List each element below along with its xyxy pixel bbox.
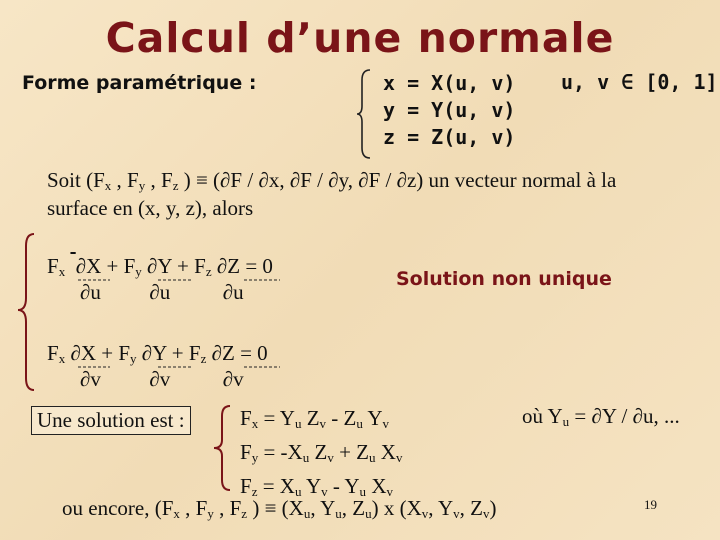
cross-product-formula: ou encore, ($F_x$ , $F_y$ , $F_z$ ) ≡ ($X_u$, $Y_u$, $Z_u$) x ($X_v$, $Y_v$, $Z_v$)	[62, 496, 497, 521]
equation-v-denominators	[80, 367, 244, 392]
solution-brace	[212, 404, 234, 492]
param-eq-y: y = Y(u, v)	[383, 98, 516, 122]
partial-derivative-note: où $Y_u = \partial Y / \partial u$, ...	[522, 404, 680, 429]
solution-components	[240, 404, 402, 506]
equation-v: $F_x$ $\partial X + F_y$ $\partial Y + F_z$ ∂Z = 0	[47, 341, 268, 366]
equation-u-fraction-bars	[76, 278, 286, 282]
parametric-system	[383, 70, 515, 151]
param-eq-x: x = X(u, v)	[383, 71, 516, 95]
slide-title: Calcul d’une normale	[105, 14, 615, 62]
solution-fx: $F_x = Y_u$ $Z_v - Z_u$ $Y_v$	[240, 406, 390, 431]
solution-fz: $F_z = X_u$ $Y_v - Y_u$ $X_v$	[240, 474, 393, 499]
parametric-brace	[356, 68, 374, 160]
une-solution-label: Une solution est :	[31, 406, 191, 435]
parametric-label: Forme paramétrique :	[22, 72, 257, 94]
soit-prefix: Soit (F	[47, 168, 105, 192]
equation-v-fraction-bars	[76, 365, 286, 369]
equation-u: $F_x$ $\partial X + F_y$ $\partial Y + F_z$ ∂Z = 0	[47, 254, 273, 279]
denom-v-3: ∂v	[222, 367, 244, 391]
denom-v-1: ∂v	[80, 367, 101, 391]
solution-non-unique: Solution non unique	[396, 268, 612, 290]
denom-v-2: ∂v	[149, 367, 171, 391]
page-number: 19	[644, 497, 657, 512]
equation-u-denominators	[80, 280, 244, 305]
solution-fy: $F_y = -X_u$ $Z_v + Z_u$ $X_v$	[240, 440, 403, 465]
denom-u-2: ∂u	[149, 280, 171, 304]
normal-vector-definition: Soit ($F_x$ , $F_y$ , $F_z$ ) ≡ (∂F / ∂x, ∂F / ∂y, ∂F / ∂z) un vecteur normal à la	[47, 168, 617, 193]
param-eq-z: z = Z(u, v)	[383, 125, 516, 149]
equations-brace	[16, 232, 38, 392]
soit-suffix: ) ≡ (∂F / ∂x, ∂F / ∂y, ∂F / ∂z) un vecteur normal à la	[183, 168, 617, 192]
parameter-domain: u, v ∈ [0, 1]	[561, 70, 718, 94]
denom-u-3: ∂u	[222, 280, 244, 304]
surface-point-text: surface en (x, y, z), alors	[47, 196, 254, 220]
denom-u-1: ∂u	[80, 280, 101, 304]
